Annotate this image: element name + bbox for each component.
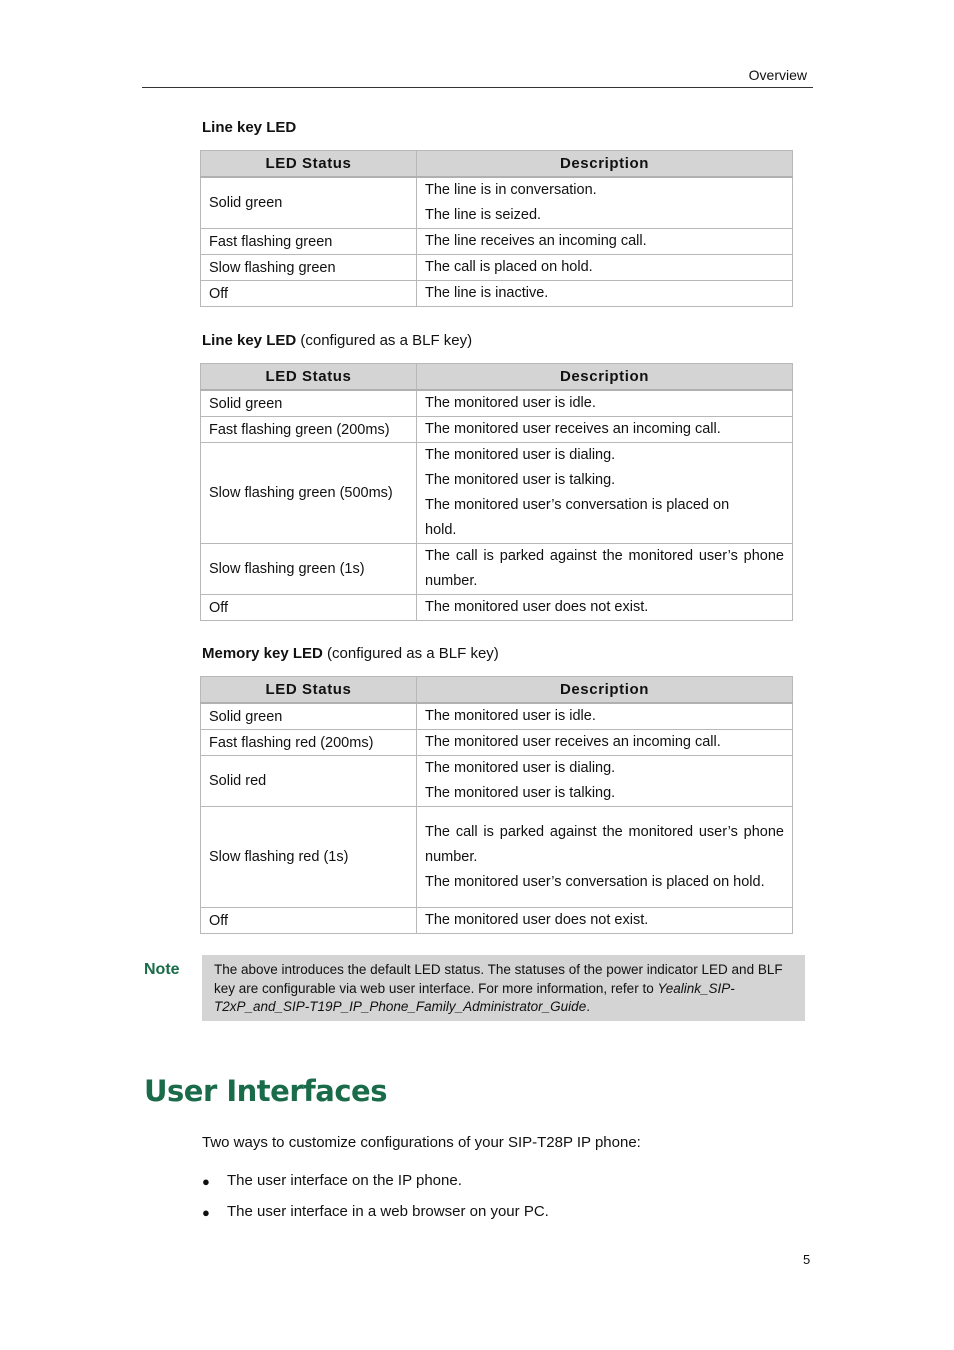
table-header-row (201, 151, 793, 178)
description-cell (417, 255, 793, 281)
column-header-led-status: LED Status (201, 364, 417, 391)
column-header-description: Description (417, 364, 793, 391)
description-line: The monitored user is idle. (425, 395, 596, 411)
description-cell (417, 703, 793, 730)
table-caption (202, 332, 472, 349)
table-row (201, 255, 793, 281)
status-cell: Slow flashing green (500ms) (201, 443, 417, 544)
table-row (201, 544, 793, 595)
description-line: The line is seized. (425, 207, 542, 223)
status-cell: Fast flashing green (200ms) (201, 417, 417, 443)
description-line: The monitored user’s conversation is placed on hold. (425, 873, 765, 890)
table-caption-bold: Line key LED (202, 119, 297, 136)
description-cell (417, 730, 793, 756)
led-table-line-key-blf (200, 363, 793, 621)
description-cell (417, 807, 793, 908)
description-line: The line receives an incoming call. (425, 233, 647, 249)
led-table-memory-key-blf (200, 676, 793, 934)
status-cell: Slow flashing green (1s) (201, 544, 417, 595)
page-number: 5 (803, 1252, 811, 1267)
list-item (202, 1172, 549, 1203)
note-label: Note (144, 961, 180, 978)
table-row (201, 730, 793, 756)
intro-paragraph: Two ways to customize configurations of your SIP-T28P IP phone: (202, 1134, 641, 1151)
list-item (202, 1203, 549, 1234)
table-row (201, 908, 793, 934)
status-cell: Fast flashing green (201, 229, 417, 255)
description-line: The monitored user is idle. (425, 708, 596, 724)
note-box (202, 955, 805, 1021)
table-row (201, 807, 793, 908)
description-cell (417, 908, 793, 934)
bullet-list (202, 1172, 549, 1234)
description-line: hold. (425, 522, 457, 538)
note-text: The above introduces the default LED status. The statuses of the power indicator LED and BLF key are configurable via web user interface. For more information, refer to (214, 962, 783, 996)
header-rule (142, 87, 813, 88)
table-header-row (201, 364, 793, 391)
note-guide-reference: Yealink_SIP-T2xP_and_SIP-T19P_IP_Phone_Family_Administrator_Guide (214, 980, 735, 1014)
column-header-led-status: LED Status (201, 677, 417, 704)
status-cell: Off (201, 908, 417, 934)
description-line: The monitored user’s conversation is placed on (425, 497, 730, 513)
column-header-led-status: LED Status (201, 151, 417, 178)
column-header-description: Description (417, 151, 793, 178)
table-caption (202, 645, 499, 662)
table-header-row (201, 677, 793, 704)
status-cell: Solid green (201, 703, 417, 730)
description-cell (417, 595, 793, 621)
table-row (201, 417, 793, 443)
description-line: The call is parked against the monitored user’s phone number. (425, 823, 784, 865)
table-caption (202, 119, 296, 136)
description-cell (417, 177, 793, 229)
table-caption-bold: Line key LED (202, 332, 297, 349)
led-table-line-key (200, 150, 793, 307)
bullet-icon: ● (202, 1174, 210, 1189)
description-cell (417, 229, 793, 255)
description-cell (417, 443, 793, 544)
note-end: . (586, 999, 590, 1014)
table-row (201, 595, 793, 621)
list-item-text: The user interface in a web browser on your PC. (227, 1203, 549, 1220)
description-line: The monitored user receives an incoming call. (425, 421, 721, 437)
status-cell: Solid red (201, 756, 417, 807)
status-cell: Slow flashing red (1s) (201, 807, 417, 908)
description-line: The line is in conversation. (425, 182, 597, 198)
table-row (201, 443, 793, 544)
description-line: The monitored user is talking. (425, 472, 616, 488)
description-line: The line is inactive. (425, 285, 549, 301)
table-row (201, 756, 793, 807)
description-cell (417, 417, 793, 443)
status-cell: Fast flashing red (200ms) (201, 730, 417, 756)
description-cell (417, 756, 793, 807)
description-cell (417, 281, 793, 307)
section-title: User Interfaces (144, 1074, 387, 1108)
list-item-text: The user interface on the IP phone. (227, 1172, 462, 1189)
description-line: The monitored user is dialing. (425, 447, 616, 463)
table-caption-rest: (configured as a BLF key) (322, 645, 499, 662)
description-line: The monitored user does not exist. (425, 912, 649, 928)
status-cell: Solid green (201, 177, 417, 229)
description-line: The monitored user receives an incoming call. (425, 734, 721, 750)
status-cell: Slow flashing green (201, 255, 417, 281)
header-section-title: Overview (748, 67, 807, 83)
bullet-icon: ● (202, 1205, 210, 1220)
table-row (201, 229, 793, 255)
table-caption-bold: Memory key LED (202, 645, 323, 662)
description-cell (417, 390, 793, 417)
table-row (201, 390, 793, 417)
status-cell: Solid green (201, 390, 417, 417)
status-cell: Off (201, 595, 417, 621)
table-row (201, 177, 793, 229)
description-line: The monitored user is talking. (425, 785, 616, 801)
description-line: The monitored user is dialing. (425, 760, 616, 776)
description-line: The call is parked against the monitored user’s phone number. (425, 548, 784, 589)
status-cell: Off (201, 281, 417, 307)
description-line: The monitored user does not exist. (425, 599, 649, 615)
description-line: The call is placed on hold. (425, 259, 593, 275)
table-row (201, 703, 793, 730)
table-caption-rest: (configured as a BLF key) (296, 332, 473, 349)
description-cell (417, 544, 793, 595)
table-row (201, 281, 793, 307)
column-header-description: Description (417, 677, 793, 704)
